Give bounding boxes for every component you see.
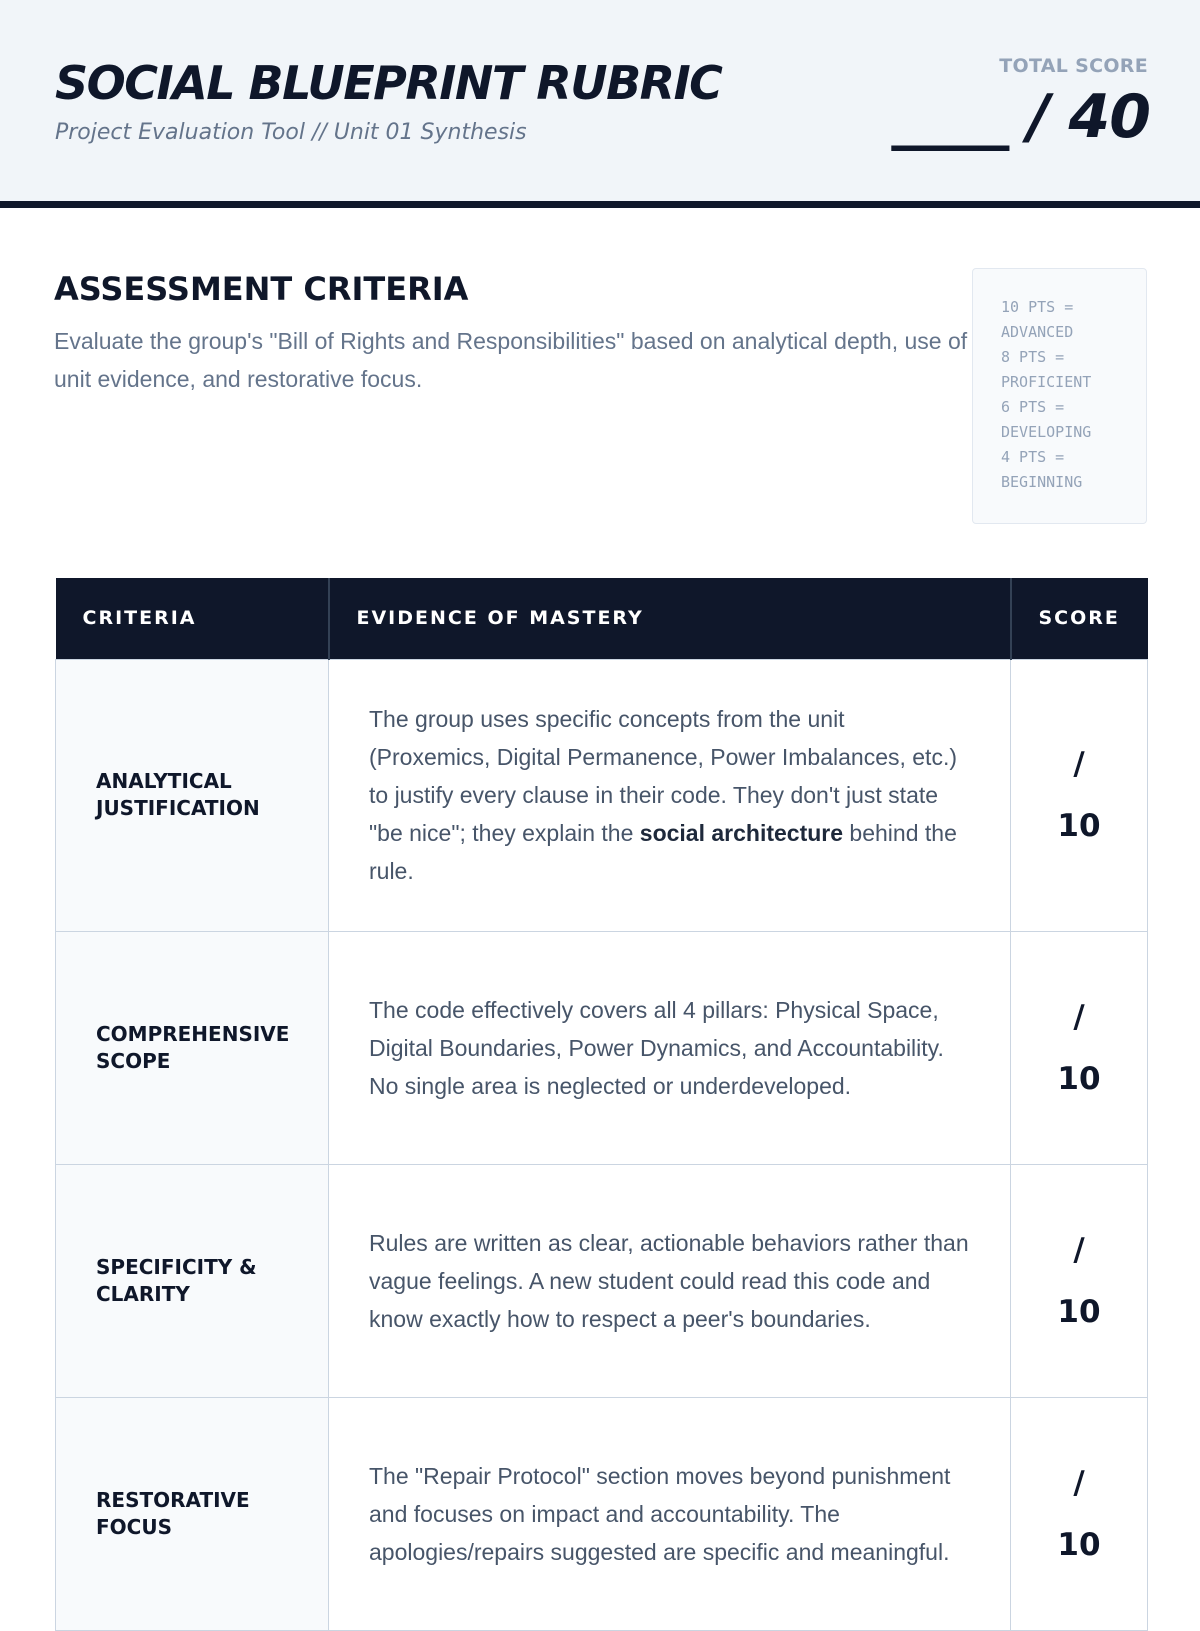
score-cell bbox=[1011, 1397, 1148, 1630]
score-cell bbox=[1011, 931, 1148, 1164]
page-title: SOCIAL BLUEPRINT RUBRIC bbox=[55, 56, 722, 110]
points-scale-box bbox=[972, 268, 1147, 524]
page-subtitle: Project Evaluation Tool // Unit 01 Synthesis bbox=[55, 120, 527, 145]
scale-line: DEVELOPING bbox=[1001, 423, 1092, 441]
score-max: 10 bbox=[1057, 1060, 1101, 1097]
evidence-cell bbox=[329, 1164, 1011, 1397]
criteria-name-line: SPECIFICITY & bbox=[96, 1254, 257, 1279]
criteria-name-line: COMPREHENSIVE bbox=[96, 1021, 290, 1046]
table-row bbox=[56, 931, 1148, 1164]
scale-line: PROFICIENT bbox=[1001, 373, 1092, 391]
scale-line: BEGINNING bbox=[1001, 473, 1083, 491]
criteria-cell bbox=[56, 931, 329, 1164]
criteria-name-line: CLARITY bbox=[96, 1281, 190, 1306]
evidence-text: The code effectively covers all 4 pillars: Physical Space, Digital Boundaries, Power Dynamics, and Accountability. No single area is neglected or underdeveloped. bbox=[369, 996, 944, 1099]
score-max: 10 bbox=[1057, 1293, 1101, 1330]
total-score-value: ____ / 40 bbox=[891, 82, 1150, 152]
evidence-cell bbox=[329, 1397, 1011, 1630]
table-row bbox=[56, 1164, 1148, 1397]
scale-line: 6 PTS = bbox=[1001, 398, 1065, 416]
criteria-cell bbox=[56, 1164, 329, 1397]
scale-line: 8 PTS = bbox=[1001, 348, 1065, 366]
criteria-name-line: JUSTIFICATION bbox=[96, 796, 260, 820]
score-slash: / bbox=[1073, 746, 1085, 782]
table-row bbox=[56, 659, 1148, 931]
evidence-text: Rules are written as clear, actionable behaviors rather than vague feelings. A new student could read this code and know exactly how to respect a peer's boundaries. bbox=[369, 1229, 969, 1332]
criteria-cell bbox=[56, 1397, 329, 1630]
criteria-name-line: FOCUS bbox=[96, 1514, 172, 1539]
evidence-cell bbox=[329, 931, 1011, 1164]
criteria-name-line: SCOPE bbox=[96, 1048, 171, 1073]
score-slash: / bbox=[1073, 1464, 1085, 1501]
evidence-cell bbox=[329, 659, 1011, 931]
evidence-emphasis: social architecture bbox=[639, 820, 844, 846]
rubric-table bbox=[55, 578, 1148, 1631]
scale-line: 10 PTS = bbox=[1001, 298, 1074, 316]
criteria-name-line: RESTORATIVE bbox=[96, 1487, 250, 1512]
column-header-evidence: EVIDENCE OF MASTERY bbox=[329, 578, 1011, 659]
evidence-text: The group uses specific concepts from the unit (Proxemics, Digital Permanence, Power Imbalances, etc.) to justify every clause in their code. They don't just state "be nice"; they explain the bbox=[369, 706, 957, 846]
criteria-name-line: ANALYTICAL bbox=[96, 769, 232, 793]
score-slash: / bbox=[1073, 1231, 1085, 1268]
score-max: 10 bbox=[1057, 1526, 1101, 1563]
score-slash: / bbox=[1073, 998, 1085, 1035]
section-title: ASSESSMENT CRITERIA bbox=[54, 270, 469, 308]
column-header-criteria: CRITERIA bbox=[56, 578, 329, 659]
column-header-score: SCORE bbox=[1011, 578, 1148, 659]
score-max: 10 bbox=[1057, 808, 1101, 844]
table-row bbox=[56, 1397, 1148, 1630]
scale-line: 4 PTS = bbox=[1001, 448, 1065, 466]
criteria-cell bbox=[56, 659, 329, 931]
score-cell bbox=[1011, 1164, 1148, 1397]
page-header bbox=[0, 0, 1200, 208]
table-header-row bbox=[56, 578, 1148, 659]
evidence-text: The "Repair Protocol" section moves beyond punishment and focuses on impact and accountability. The apologies/repairs suggested are specific and meaningful. bbox=[369, 1462, 951, 1565]
total-score-label: TOTAL SCORE bbox=[999, 55, 1148, 77]
score-cell bbox=[1011, 659, 1148, 931]
evidence-text-end: behind the rule. bbox=[369, 820, 957, 884]
section-description: Evaluate the group's "Bill of Rights and Responsibilities" based on analytical depth, use of unit evidence, and restorative focus. bbox=[54, 328, 968, 392]
scale-line: ADVANCED bbox=[1001, 323, 1074, 341]
